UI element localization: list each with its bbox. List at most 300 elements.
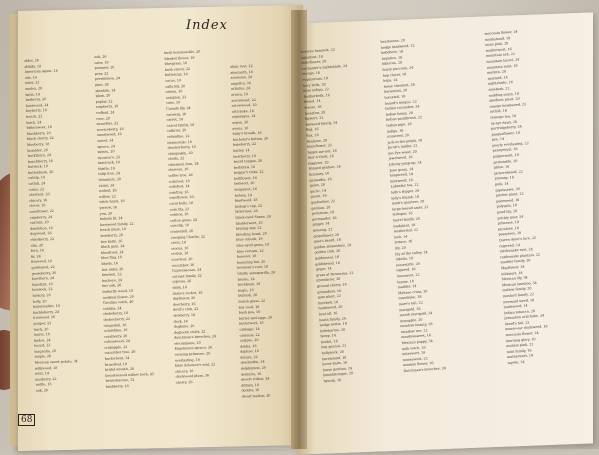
index-entry: pond lily, 20 — [496, 209, 518, 215]
index-entry: Engelmann spruce, 26 — [174, 345, 213, 352]
index-entry: ironweed, 20 — [386, 133, 410, 139]
index-entry: meadow rue, 22 — [400, 328, 428, 335]
index-entry: celandine, 22 — [167, 133, 190, 139]
index-entry: arnica, 18 — [231, 92, 249, 97]
index-entry: Indian cucumber, 24 — [385, 104, 420, 111]
index-entry: fringed gentian, 24 — [308, 164, 341, 172]
index-entry: buckthorn, 24 — [27, 153, 52, 158]
index-entry: azalea, 28 — [25, 86, 43, 91]
index-entry: bluegrass, 16 — [164, 61, 188, 67]
index-entry: coneflower, 20 — [169, 195, 194, 201]
index-entry: juniper, 22 — [33, 320, 52, 326]
index-entry: mountain laurel, 24 — [486, 57, 520, 64]
index-entry: magnolia, 20 — [34, 348, 57, 354]
index-entry: purslane, 16 — [498, 225, 520, 232]
index-entry: pickerelweed, 22 — [494, 169, 523, 176]
index-entry: dock, 14 — [173, 318, 188, 324]
index-entry: buttercup, 14 — [164, 72, 188, 78]
index-entry: calypso, 20 — [239, 338, 259, 343]
index-entry: false Solomon's seal, 22 — [175, 362, 216, 368]
index-entry: chickweed plum, 36 — [175, 373, 210, 380]
index-entry: moccasin flower, 24 — [505, 330, 539, 338]
index-entry: chicory, 18 — [175, 368, 194, 374]
index-entry: catbrier, 20 — [166, 128, 187, 134]
index-entry: gum plant, 22 — [317, 293, 342, 300]
index-entry: hop clover, 18 — [382, 71, 407, 78]
index-entry: bur reed, 18 — [238, 304, 260, 310]
index-entry: buckbean, 18 — [237, 281, 261, 287]
index-entry: beggar's ticks, 22 — [233, 169, 264, 175]
index-entry: primrose, 18 — [497, 220, 520, 226]
index-entry: checkerberry, 18 — [167, 144, 196, 150]
index-entry: clover, 18 — [29, 203, 46, 209]
index-entry: dogwood, 26 — [30, 231, 52, 237]
index-entry: hedge bindweed, 22 — [380, 43, 415, 50]
index-entry: bearberry, 18 — [233, 153, 256, 159]
index-entry: campion, 22 — [165, 94, 187, 100]
index-entry: crocus, 16 — [170, 245, 189, 251]
index-entry: rattlesnake plantain, 22 — [499, 252, 541, 260]
index-entry: hawthorn, 24 — [31, 276, 55, 281]
index-entry: buckwheat, 14 — [104, 355, 130, 361]
index-entry: fennel, 14 — [303, 99, 321, 105]
index-entry: crowfoot, 20 — [171, 256, 193, 262]
index-entry: horse chestnut, 26 — [383, 82, 415, 89]
index-entry: germander, 16 — [312, 215, 337, 222]
index-entry: cosmos, 16 — [169, 212, 189, 217]
index-entry: pitcher plant, 22 — [495, 191, 524, 198]
index-entry: bulrush, 20 — [238, 293, 258, 298]
index-entry: myrtle, 14 — [507, 359, 525, 366]
index-entry: groundnut, 16 — [317, 288, 342, 294]
index-entry: eupatorium, 18 — [302, 76, 329, 82]
index-entry: calla lily, 20 — [165, 83, 186, 89]
index-entry: cottonwood, 24 — [104, 339, 131, 345]
index-entry: Jerusalem artichoke, 24 — [504, 313, 545, 321]
index-entry: Joe-Pye weed, 20 — [388, 149, 417, 156]
index-entry: arbutus, 24 — [230, 86, 251, 92]
index-entry: bracken, 22 — [101, 272, 122, 277]
index-entry: bittersweet, 16 — [26, 125, 52, 130]
index-entry: dodder, 16 — [241, 388, 260, 393]
index-entry: Dutchman's breeches, 28 — [403, 366, 446, 374]
index-entry: galax, 20 — [309, 182, 326, 188]
index-entry: pokeweed, 18 — [496, 197, 520, 204]
index-entry: everlasting, 16 — [174, 357, 200, 363]
index-entry: nightshade, 16 — [487, 80, 513, 87]
index-entry: angelica, 16 — [230, 80, 252, 86]
index-entry: gentian, 20 — [311, 204, 331, 211]
index-entry: broad-leaved willow herb, 45 — [105, 371, 155, 378]
index-entry: holly, 20 — [32, 298, 47, 304]
index-entry: Mexican sweet potato, 34 — [34, 359, 78, 365]
index-entry: pink, 14 — [494, 181, 509, 187]
index-entry: butterfly weed, 18 — [102, 288, 134, 294]
index-entry: peppermint, 18 — [492, 152, 519, 159]
index-entry: mustard, 14 — [487, 75, 508, 81]
index-entry: elecampane, 18 — [174, 340, 201, 346]
index-entry: arrowwood, 20 — [231, 103, 257, 108]
index-entry: willow, 22 — [99, 194, 116, 199]
index-entry: elderflower, 20 — [301, 59, 327, 66]
index-entry: daisy, 14 — [172, 285, 188, 290]
index-entry: dwarf mallow, 20 — [241, 393, 271, 399]
index-entry: bunchberry, 16 — [27, 158, 54, 164]
index-entry: oak, 26 — [35, 388, 49, 393]
index-entry: indigo, 16 — [386, 128, 404, 134]
index-entry: eryngo, 16 — [301, 71, 321, 77]
index-entry: camas, 16 — [165, 89, 183, 94]
index-entry: bush pea, 16 — [238, 309, 261, 315]
index-entry: lobelia, 18 — [395, 256, 414, 262]
index-entry: Indian pipe, 18 — [386, 121, 412, 128]
index-entry: elm, 20 — [30, 242, 44, 248]
index-entry: mermaid weed, 18 — [503, 297, 535, 304]
index-entry: leek, 14 — [394, 234, 408, 240]
index-entry: mullein, 20 — [487, 69, 507, 75]
index-entry: hickory, 26 — [32, 293, 51, 298]
index-entry: mulberry, 22 — [35, 376, 57, 382]
index-entry: croton, 18 — [171, 251, 189, 257]
index-entry: mayapple, 20 — [399, 317, 423, 323]
index-entry: milkweed, 18 — [34, 365, 58, 371]
index-entry: carrot family, 18 — [166, 122, 195, 128]
index-entry: dayflower, 20 — [172, 296, 196, 301]
index-entry: datura, 22 — [240, 354, 258, 360]
index-entry: four-o'clock, 16 — [307, 154, 334, 161]
index-entry: arrowhead, 22 — [231, 97, 256, 103]
index-entry: cranberry, 24 — [29, 214, 53, 220]
index-entry: butterwort, 18 — [239, 321, 264, 326]
index-entry: mountain mint, 18 — [486, 63, 518, 70]
index-entry: mullein pink, 22 — [506, 342, 534, 349]
index-entry: ash, 14 — [24, 75, 37, 80]
index-entry: moss pink, 20 — [485, 41, 509, 48]
index-entry: oak, 26 — [94, 54, 107, 59]
index-entry: coral bells, 18 — [169, 200, 194, 206]
index-entry: greenbrier, 20 — [316, 277, 341, 283]
index-entry: mallow family, 20 — [502, 286, 532, 293]
index-entry: baneberry, 22 — [232, 142, 257, 148]
index-entry: hemp, 14 — [320, 333, 337, 339]
index-entry: jack-in-the-pulpit, 18 — [387, 137, 423, 145]
index-entry: blanket flower, 18 — [164, 55, 195, 61]
index-entry: bridal wreath, 20 — [105, 366, 135, 373]
index-entry: geranium, 18 — [311, 210, 335, 216]
index-entry: pipsissewa, 20 — [495, 186, 520, 193]
index-entry: deadnettle, 14 — [240, 360, 265, 366]
index-entry: bugle, 16 — [237, 287, 254, 293]
index-entry: prickly pear, 24 — [497, 214, 524, 221]
index-entry: bristly sarsaparilla, 24 — [237, 270, 276, 276]
index-entry: delphinium, 20 — [240, 365, 266, 371]
index-entry: nodding onion, 18 — [488, 91, 520, 98]
index-entry: bergamot, 16 — [234, 186, 258, 192]
index-entry: periwinkle, 20 — [493, 158, 518, 165]
index-entry: goldenseal, 18 — [314, 254, 340, 261]
index-entry: brome, 14 — [237, 276, 255, 282]
index-entry: cress, 14 — [170, 240, 186, 245]
index-entry: walnut, 26 — [98, 188, 117, 194]
index-title: Index — [186, 18, 228, 33]
index-entry: golden club, 20 — [314, 249, 341, 255]
index-entry: cucumber, 16 — [171, 262, 195, 268]
index-entry: basswood family, 22 — [100, 221, 134, 227]
index-entry: orchid, 16 — [489, 108, 508, 115]
index-entry: Mexican lily, 34 — [501, 275, 528, 282]
index-entry: catalpa, 24 — [102, 305, 122, 311]
index-entry: Indian tobacco, 20 — [503, 308, 536, 315]
index-entry: goat's beard, 18 — [313, 237, 341, 244]
index-entry: Mayflower, 24 — [500, 264, 525, 271]
index-entry: dogtooth violet, 22 — [173, 329, 206, 335]
index-entry: cane, 18 — [165, 100, 181, 106]
index-entry: calamus, 22 — [239, 332, 260, 338]
index-entry: dutchman's breeches, 24 — [174, 334, 217, 340]
index-entry: Indian hemp, 20 — [385, 110, 413, 117]
index-entry: cotton grass, 24 — [170, 217, 198, 223]
index-entry: maple, 26 — [34, 354, 52, 360]
index-entry: witch hazel, 18 — [99, 199, 125, 205]
index-entry: bur oak, 26 — [102, 283, 122, 289]
index-entry: enchanter's nightshade, 24 — [301, 63, 348, 71]
index-entry: sumac, 20 — [97, 149, 115, 154]
index-entry: cardinal flower, 20 — [102, 294, 134, 300]
index-entry: fairy bells, 20 — [302, 81, 326, 88]
index-entry: horsemint, 20 — [383, 88, 408, 95]
index-entry: buttonbush, 20 — [28, 169, 54, 175]
index-entry: sycamore, 22 — [97, 154, 121, 160]
index-entry: pussytoes, 20 — [498, 231, 522, 237]
index-entry: pea, 14 — [491, 137, 505, 142]
index-entry: bachelor's button, 20 — [232, 136, 269, 142]
index-entry: desert willow, 24 — [241, 376, 270, 382]
index-entry: horse balm, 16 — [322, 360, 348, 367]
index-entry: plantain, 14 — [95, 87, 116, 93]
index-entry: fleabane, 20 — [306, 137, 328, 144]
index-entry: foamflower, 22 — [306, 143, 332, 149]
index-entry: elderberry, 22 — [30, 236, 55, 242]
index-entry: bearberry, 20 — [100, 233, 124, 238]
index-entry: Cupressaceae, 24 — [171, 267, 202, 273]
index-entry: rattlesnake root, 24 — [499, 247, 533, 254]
index-entry: goldthread, 16 — [315, 260, 341, 267]
index-entry: mint family, 16 — [506, 348, 532, 354]
index-entry: globeflower, 20 — [313, 232, 340, 239]
index-entry: beech, 22 — [26, 114, 43, 119]
index-entry: heath family, 24 — [319, 315, 346, 322]
index-entry: knapweed, 18 — [389, 172, 414, 178]
index-entry: amaranth, 18 — [230, 69, 253, 75]
index-entry: gayfeather, 22 — [310, 198, 336, 205]
index-entry: boneset, 16 — [236, 254, 257, 259]
index-entry: boxelder, 26 — [27, 147, 48, 153]
index-entry: black cherry, 22 — [26, 136, 54, 142]
index-entry: chokeberry, 18 — [103, 311, 129, 317]
index-entry: barley, 14 — [233, 148, 250, 153]
index-entry: coralberry, 20 — [103, 333, 128, 339]
index-entry: artichoke, 16 — [231, 108, 254, 114]
index-entry: bunch grass, 22 — [238, 298, 266, 304]
index-entry: loosestrife, 20 — [395, 261, 420, 268]
index-entry: American aspen, 14 — [24, 68, 58, 75]
index-entry: dogbane, 20 — [173, 324, 195, 329]
index-entry: blueberry, 18 — [27, 141, 50, 147]
index-entry: Johnny-jump-up, 24 — [388, 160, 422, 167]
index-entry: large-leaved aster, 22 — [392, 204, 429, 212]
index-entry: coffee tree, 26 — [168, 172, 193, 178]
index-entry: fireweed, 18 — [31, 259, 53, 265]
index-entry: flag, 16 — [305, 127, 319, 133]
index-entry: ginger, 14 — [312, 221, 330, 227]
index-entry: crabapple, 22 — [104, 344, 128, 350]
index-entry: evening primrose, 20 — [174, 351, 211, 357]
index-entry: smartweed, 16 — [96, 132, 122, 138]
index-entry: feverfew, 20 — [304, 109, 326, 116]
index-entry: cinquefoil, 16 — [103, 322, 127, 328]
index-entry: horse gentian, 24 — [322, 366, 353, 373]
index-entry: deerberry, 16 — [172, 301, 196, 307]
index-entry: blue-eyed grass, 18 — [236, 242, 270, 248]
index-entry: bladderwort, 18 — [235, 220, 263, 226]
index-entry: buckeye, 24 — [101, 277, 123, 283]
index-entry: lady's slipper, 24 — [390, 188, 420, 195]
index-entry: fescue, 18 — [304, 104, 322, 110]
index-entry: gaura, 16 — [310, 193, 327, 200]
index-entry: mandrake, 18 — [398, 294, 422, 301]
index-entry: birch, 24 — [26, 119, 42, 125]
index-entry: coneflower, 22 — [29, 208, 54, 214]
index-entry: motherwort, 16 — [485, 46, 512, 53]
index-entry: dame's rocket, 18 — [172, 290, 203, 296]
index-entry: serviceberry, 18 — [96, 126, 124, 132]
index-entry: yarrow, 16 — [99, 205, 118, 210]
index-entry: cedar, 22 — [28, 186, 45, 192]
index-entry: Mexican poppy, 34 — [401, 339, 433, 346]
index-entry: fern, 16 — [30, 248, 45, 253]
index-entry: poplar, 22 — [95, 99, 113, 104]
index-entry: catnip, 14 — [28, 175, 46, 181]
index-entry: leadplant, 18 — [393, 222, 416, 229]
index-entry: bishop's cap, 22 — [235, 203, 263, 209]
index-entry: meadowsweet, 16 — [401, 333, 432, 340]
index-entry: Carolina vetch, 40 — [102, 299, 134, 305]
index-entry: lady's thumb, 18 — [391, 194, 420, 201]
index-entry: sorrel, 14 — [97, 138, 114, 143]
index-entry: hoary puccoon, 24 — [382, 65, 414, 72]
index-entry: madder family, 26 — [500, 258, 531, 265]
index-entry: chicory, 16 — [29, 197, 48, 203]
index-entry: carrot, 14 — [166, 117, 184, 122]
index-entry: ironwood, 16 — [33, 315, 56, 321]
index-entry: aster, 22 — [24, 80, 40, 86]
index-entry: linden, 24 — [33, 337, 51, 343]
index-entry: morning glory, 20 — [505, 336, 536, 343]
index-entry: alum root, 22 — [230, 63, 253, 69]
index-entry: goldenrod, 22 — [31, 264, 55, 270]
index-entry: monkshood, 18 — [484, 35, 511, 42]
index-entry: mustard family, 22 — [502, 291, 534, 299]
index-entry: Jacob's ladder, 22 — [387, 143, 418, 150]
index-entry: cowslip, 18 — [170, 223, 190, 229]
index-entry: dahlia, 16 — [239, 343, 257, 349]
index-entry: lily of the valley, 24 — [395, 249, 428, 256]
index-entry: cranesbill, 20 — [170, 228, 194, 234]
index-entry: avens, 18 — [232, 125, 249, 131]
index-entry: bouncing bet, 20 — [236, 259, 266, 265]
index-entry: marigold, 16 — [399, 306, 421, 312]
index-entry: eglantine, 18 — [300, 54, 323, 60]
index-entry: blue flag, 18 — [101, 255, 123, 261]
index-entry: cholla, 22 — [167, 156, 185, 162]
index-entry: dentaria, 16 — [240, 371, 262, 377]
index-entry: hops, 14 — [383, 77, 398, 83]
index-entry: leatherleaf, 22 — [393, 227, 419, 234]
index-entry: helleborine, 20 — [319, 327, 346, 333]
index-entry: larch, 20 — [33, 326, 49, 332]
index-entry: pawpaw, 20 — [94, 65, 115, 71]
index-entry: osier, 18 — [94, 60, 109, 65]
index-entry: alfalfa, 18 — [24, 63, 42, 69]
index-entry: nettle, 16 — [35, 382, 52, 388]
index-entry: featherbells, 16 — [303, 92, 330, 99]
index-entry: Eastern hemlock, 22 — [300, 47, 336, 54]
index-entry: moccasin flower, 24 — [484, 29, 518, 36]
index-entry: ground cherry, 18 — [316, 282, 347, 289]
index-entry: Indian paintbrush, 22 — [385, 115, 423, 123]
index-entry: hound's tongue, 22 — [384, 99, 417, 106]
index-entry: golden alexanders, 24 — [314, 242, 352, 250]
index-entry: rose, 20 — [96, 115, 110, 121]
index-entry: grape, 14 — [315, 266, 332, 272]
page-number: 68 — [18, 414, 35, 426]
index-entry: black gum, 24 — [100, 244, 125, 250]
index-entry: honeysuckle, 18 — [32, 303, 60, 309]
index-entry: spruce, 24 — [97, 143, 116, 149]
index-entry: plum, 20 — [95, 93, 111, 99]
index-entry: false indigo, 22 — [303, 87, 329, 94]
index-entry: heal-all, 16 — [318, 310, 338, 317]
index-entry: tulip tree, 24 — [98, 171, 121, 177]
index-entry: laurel, 18 — [33, 332, 50, 337]
index-entry: horsetail, 18 — [384, 94, 406, 100]
index-entry: ragweed, 14 — [499, 242, 521, 248]
index-entry: partridgeberry, 24 — [490, 124, 522, 131]
index-entry: dandelion, 14 — [30, 225, 53, 231]
index-entry: bitterroot, 20 — [235, 209, 258, 215]
index-entry: bleeding heart, 20 — [236, 231, 267, 237]
index-entry: meadow beauty, 18 — [400, 322, 433, 329]
index-entry: larkspur, 16 — [392, 211, 413, 217]
index-entry: hellebore, 18 — [381, 49, 404, 56]
index-entry: bush honeysuckle, 20 — [164, 49, 201, 55]
index-entry: beach plum, 18 — [100, 227, 127, 233]
index-entry: laurel family, 20 — [392, 216, 420, 223]
index-entry: alder, 26 — [24, 58, 39, 63]
index-entry: Oswego tea, 18 — [490, 113, 517, 120]
index-entry: harebell, 18 — [317, 299, 339, 306]
index-entry: comfrey, 16 — [169, 189, 189, 195]
index-entry: barberry, 20 — [25, 97, 47, 102]
index-entry: motherwort, 18 — [506, 353, 534, 360]
index-entry: lizard's tail, 22 — [504, 320, 530, 327]
index-entry: monkey flower, 16 — [402, 361, 434, 368]
index-entry: bayberry, 18 — [25, 108, 47, 114]
index-entry: blue vervain, 22 — [236, 248, 264, 254]
index-entry: jewelweed, 16 — [388, 155, 413, 162]
index-entry: violet, 14 — [98, 182, 115, 188]
index-entry: bee balm, 16 — [100, 238, 123, 244]
